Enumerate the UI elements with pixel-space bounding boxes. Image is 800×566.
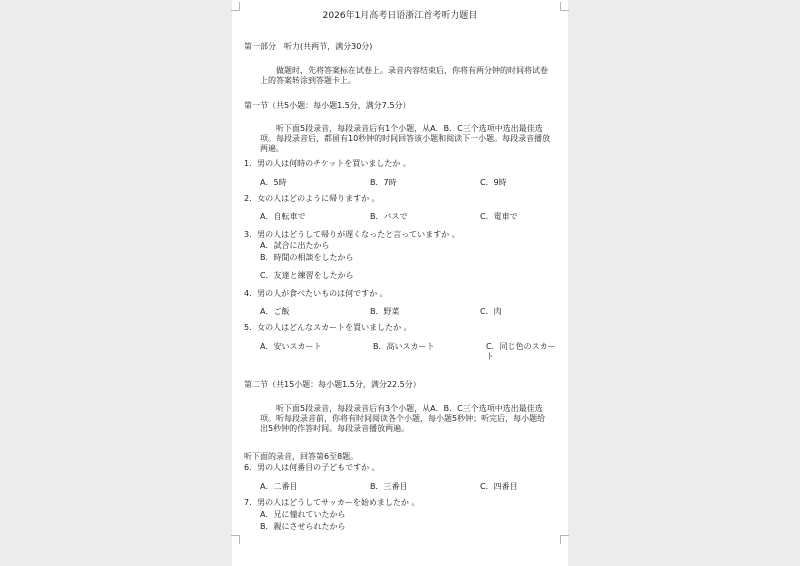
q5-option-c: C．同じ色のスカート [486, 342, 556, 361]
q5-option-a: A．安いスカート [260, 342, 322, 351]
q4-option-c: C．肉 [480, 307, 502, 316]
page-corner-mark [560, 535, 569, 544]
document-title: 2026年1月高考日语浙江首考听力题目 [322, 11, 478, 21]
page-corner-mark [560, 2, 569, 11]
question-5: 5．女の人はどんなスカートを買いましたか 。 [244, 323, 412, 332]
q1-option-c: C．9時 [480, 178, 507, 187]
section2-instructions: 听下面5段录音，每段录音后有3个小题，从A．B．C三个选项中选出最佳选项。听每段录音前，你将有时间阅读各个小题，每小题5秒钟；听完后，每小题给出5秒钟的作答时间。每段录音播放两遍。 [260, 404, 546, 433]
q2-option-c: C．電車で [480, 212, 518, 221]
question-4: 4．男の人が食べたいものは何ですか 。 [244, 289, 388, 298]
page-corner-mark [231, 535, 240, 544]
section1-instructions: 听下面5段录音，每段录音后有1个小题，从A．B．C三个选项中选出最佳选项。每段录音后，都留有10秒钟的时间回答该小题和阅读下一小题。每段录音播放两遍。 [260, 124, 551, 153]
q6-option-b: B．三番目 [370, 482, 408, 491]
q7-option-b: B．親にさせられたから [260, 522, 346, 531]
question-6: 6．男の人は何番目の子どもですか 。 [244, 463, 380, 472]
section1-heading: 第一节（共5小题：每小题1.5分，满分7.5分） [244, 101, 411, 110]
question-3: 3．男の人はどうして帰りが遅くなったと言っていますか 。 [244, 230, 460, 239]
q3-option-b: B．時間の相談をしたから [260, 253, 354, 262]
q1-option-b: B．7時 [370, 178, 397, 187]
page-corner-mark [231, 2, 240, 11]
part1-heading: 第一部分 听力(共两节，满分30分) [244, 42, 373, 51]
q3-option-c: C．友達と練習をしたから [260, 271, 354, 280]
q1-option-a: A．5時 [260, 178, 287, 187]
q7-option-a: A．兄に憧れていたから [260, 510, 346, 519]
q4-option-b: B．野菜 [370, 307, 400, 316]
q5-option-b: B．高いスカート [373, 342, 435, 351]
group-note: 听下面的录音，回答第6至8题。 [244, 452, 359, 461]
q2-option-a: A．自転車で [260, 212, 306, 221]
q4-option-a: A．ご飯 [260, 307, 290, 316]
document-page [232, 0, 568, 566]
q3-option-a: A．試合に出たから [260, 241, 330, 250]
q6-option-a: A．二番目 [260, 482, 298, 491]
section2-heading: 第二节（共15小题：每小题1.5分，满分22.5分） [244, 380, 421, 389]
question-1: 1．男の人は何時のチケットを買いましたか 。 [244, 159, 411, 168]
question-7: 7．男の人はどうしてサッカーを始めましたか 。 [244, 498, 420, 507]
q2-option-b: B．バスで [370, 212, 408, 221]
q6-option-c: C．四番目 [480, 482, 518, 491]
question-2: 2．女の人はどのように帰りますか 。 [244, 194, 380, 203]
part1-instructions: 做题时，先将答案标在试卷上。录音内容结束后，你将有两分钟的时间将试卷上的答案转涂到答题卡上。 [260, 66, 548, 85]
